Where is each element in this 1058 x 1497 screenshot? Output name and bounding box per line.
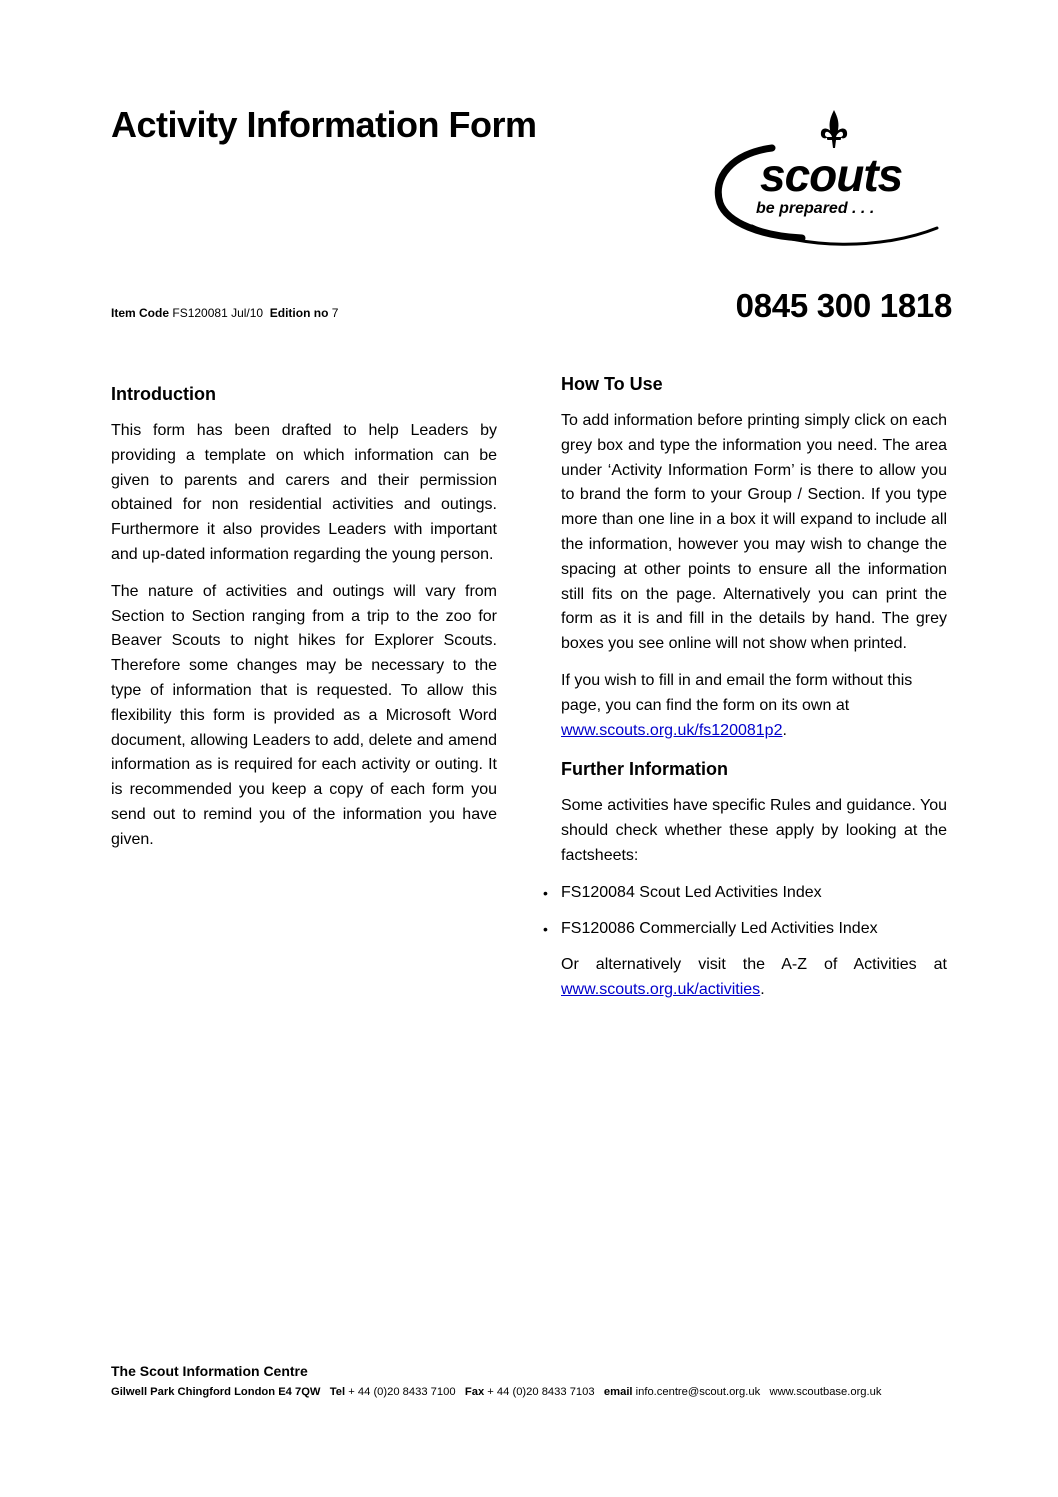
list-item (543, 881, 947, 906)
further-info-paragraph-2-end: . (760, 981, 765, 999)
phone-number: 0845 300 1818 (735, 287, 952, 324)
further-information-heading: Further Information (561, 759, 728, 780)
footer-contact-line (111, 1386, 881, 1398)
edition-value: 7 (331, 306, 339, 320)
further-info-paragraph-2 (561, 953, 947, 1003)
footer-website: www.scoutbase.org.uk (769, 1386, 882, 1398)
footer-email-label: email (603, 1386, 633, 1398)
logo-wordmark: scouts (760, 149, 903, 201)
item-code-line (111, 306, 338, 320)
edition-label: Edition no (269, 306, 329, 320)
right-column (543, 370, 948, 1015)
intro-paragraph-1: This form has been drafted to help Leaders by providing a template on which information can be given to parents and carers and their permission obtained for non residential activities and outings. Furthermore it also provides Leaders with important and up-dated information regarding the young person. (111, 422, 497, 563)
introduction-heading: Introduction (111, 384, 216, 404)
list-item (543, 917, 947, 942)
bullet-icon: • (543, 884, 548, 901)
footer-tel-value: + 44 (0)20 8433 7100 (348, 1386, 456, 1398)
logo-tagline: be prepared . . . (756, 200, 875, 217)
further-info-paragraph-1: Some activities have specific Rules and guidance. You should check whether these apply by looking at the factsheets: (561, 797, 948, 864)
further-info-paragraph-2-text: Or alternatively visit the A-Z of Activities at (561, 956, 947, 974)
footer-title: The Scout Information Centre (111, 1363, 308, 1379)
footer-address: Gilwell Park Chingford London E4 7QW (111, 1386, 321, 1398)
footer-tel-label: Tel (329, 1386, 346, 1398)
bullet-icon: • (543, 920, 548, 937)
footer-fax-label: Fax (464, 1386, 485, 1398)
how-to-use-heading: How To Use (561, 374, 663, 394)
how-to-use-paragraph-1: To add information before printing simply click on each grey box and type the information you need. The area under ‘Activity Information Form’ is there to allow you to brand the form to your Group / Section. If you type more than one line in a box it will expand to include all the information, however you may wish to change the spacing at other points to ensure all the information still fits on the page. Alternatively you can print the form as it is and fill in the details by hand. The grey boxes you see online will not show when printed. (561, 412, 947, 653)
introduction-section (111, 380, 497, 865)
how-to-use-paragraph-2-text: If you wish to fill in and email the form without this page, you can find the form on its own at (561, 671, 913, 714)
page-title: Activity Information Form (111, 104, 537, 145)
factsheet-item-label: FS120086 Commercially Led Activities Index (561, 919, 878, 937)
fs120081p2-link[interactable]: www.scouts.org.uk/fs120081p2 (561, 721, 783, 739)
footer-email-value: info.centre@scout.org.uk (635, 1386, 761, 1398)
how-to-use-paragraph-2 (561, 669, 947, 743)
intro-paragraph-2: The nature of activities and outings will vary from Section to Section ranging from a trip to the zoo for Beaver Scouts to night hikes for Explorer Scouts. Therefore some changes may be necessary to the type of information that is requested. To allow this flexibility this form is provided as a Microsoft Word document, allowing Leaders to add, delete and amend information as is required for each activity or outing. It is recommended you keep a copy of each form you send out to remind you of the information you have given. (111, 582, 497, 848)
how-to-use-paragraph-2-end: . (782, 721, 787, 739)
item-code-value: FS120081 Jul/10 (172, 306, 264, 320)
scouts-logo (712, 108, 952, 253)
factsheet-item-label: FS120084 Scout Led Activities Index (561, 883, 822, 901)
footer-fax-value: + 44 (0)20 8433 7103 (487, 1386, 595, 1398)
activities-link[interactable]: www.scouts.org.uk/activities (561, 981, 761, 999)
factsheet-list (543, 881, 947, 942)
item-code-label: Item Code (111, 306, 170, 320)
